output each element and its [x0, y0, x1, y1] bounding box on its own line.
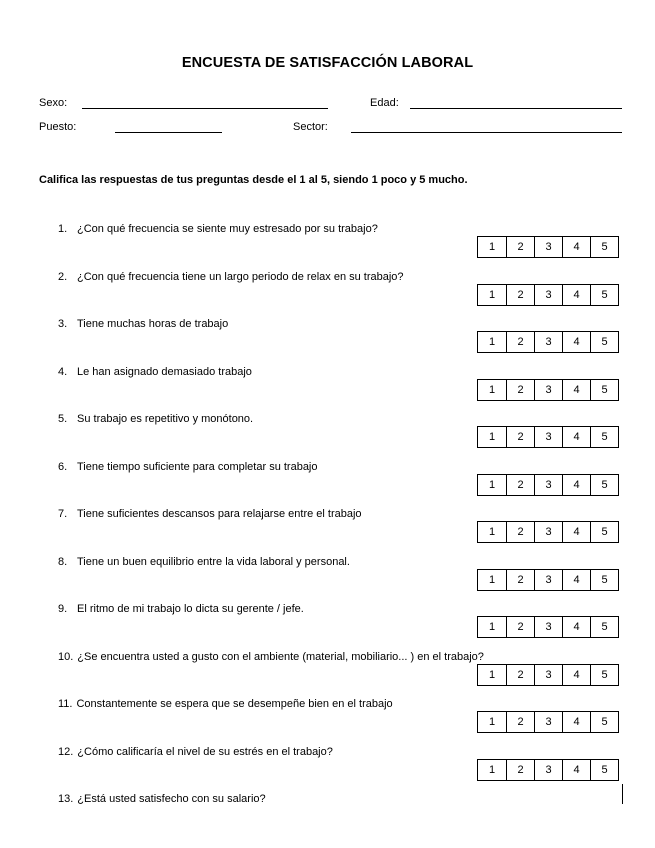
rating-option[interactable]: 5 — [590, 285, 618, 305]
rating-option[interactable]: 2 — [506, 712, 534, 732]
scale-border-fragment — [622, 784, 623, 804]
rating-option[interactable]: 5 — [590, 665, 618, 685]
rating-option[interactable]: 4 — [562, 570, 590, 590]
question-number: 4. — [58, 365, 68, 378]
rating-scale-9 — [477, 616, 619, 638]
rating-scale-12 — [477, 759, 619, 781]
rating-option[interactable]: 2 — [506, 570, 534, 590]
rating-option[interactable]: 3 — [534, 617, 562, 637]
question-1 — [58, 223, 378, 236]
rating-option[interactable]: 1 — [488, 621, 496, 633]
rating-scale-10 — [477, 664, 619, 686]
question-number: 13. — [58, 793, 74, 805]
rating-option[interactable]: 5 — [590, 427, 618, 447]
question-number: 6. — [58, 460, 68, 473]
rating-option[interactable]: 2 — [506, 522, 534, 542]
rating-option[interactable]: 4 — [562, 332, 590, 352]
rating-option[interactable]: 5 — [590, 570, 618, 590]
question-text: El ritmo de mi trabajo lo dicta su gerente / jefe. — [77, 603, 304, 615]
question-5 — [58, 413, 253, 426]
rating-option[interactable]: 2 — [506, 617, 534, 637]
question-10 — [58, 651, 484, 664]
question-text: ¿Con qué frecuencia tiene un largo periodo de relax en su trabajo? — [77, 270, 404, 283]
edad-label: Edad: — [370, 97, 399, 109]
rating-option[interactable]: 5 — [590, 617, 618, 637]
rating-scale-8 — [477, 569, 619, 591]
rating-option[interactable]: 4 — [562, 380, 590, 400]
rating-option[interactable]: 5 — [590, 380, 618, 400]
question-8 — [58, 556, 350, 569]
survey-title: ENCUESTA DE SATISFACCIÓN LABORAL — [181, 55, 474, 71]
rating-option[interactable]: 4 — [562, 427, 590, 447]
rating-option[interactable]: 1 — [488, 573, 496, 586]
rating-option[interactable]: 2 — [506, 380, 534, 400]
rating-option[interactable]: 5 — [590, 522, 618, 542]
rating-option[interactable]: 2 — [506, 332, 534, 352]
rating-option[interactable]: 5 — [590, 475, 618, 495]
question-6 — [58, 461, 318, 474]
rating-option[interactable]: 3 — [534, 237, 562, 257]
rating-option[interactable]: 3 — [534, 427, 562, 447]
question-text: ¿Con qué frecuencia se siente muy estresado por su trabajo? — [77, 223, 378, 235]
question-12 — [58, 746, 333, 759]
sector-label: Sector: — [293, 121, 328, 133]
rating-option[interactable]: 1 — [488, 526, 496, 538]
rating-option[interactable]: 3 — [534, 475, 562, 495]
rating-option[interactable]: 2 — [506, 475, 534, 495]
question-9 — [58, 603, 304, 616]
rating-option[interactable]: 1 — [488, 288, 496, 301]
rating-scale-2 — [477, 284, 619, 306]
sexo-label: Sexo: — [39, 97, 68, 109]
rating-scale-3 — [477, 331, 619, 353]
question-number: 11. — [58, 698, 73, 710]
question-number: 8. — [58, 555, 68, 568]
question-number: 2. — [58, 270, 68, 283]
edad-field[interactable] — [410, 108, 622, 109]
rating-option[interactable]: 3 — [534, 380, 562, 400]
sector-field[interactable] — [351, 132, 622, 133]
rating-option[interactable]: 4 — [562, 712, 590, 732]
rating-option[interactable]: 5 — [590, 712, 618, 732]
question-text: Tiene suficientes descansos para relajarse entre el trabajo — [77, 508, 362, 520]
rating-scale-7 — [477, 521, 619, 543]
rating-option[interactable]: 4 — [562, 522, 590, 542]
rating-option[interactable]: 4 — [562, 285, 590, 305]
rating-option[interactable]: 3 — [534, 332, 562, 352]
rating-option[interactable]: 1 — [488, 668, 496, 681]
question-3 — [58, 318, 228, 331]
question-number: 12. — [58, 745, 74, 758]
rating-option[interactable]: 1 — [488, 716, 496, 728]
question-text: Le han asignado demasiado trabajo — [77, 365, 252, 378]
rating-option[interactable]: 2 — [506, 760, 534, 780]
question-text: ¿Se encuentra usted a gusto con el ambiente (material, mobiliario... ) en el trabajo? — [77, 650, 484, 663]
rating-option[interactable]: 1 — [488, 241, 496, 253]
rating-option[interactable]: 4 — [562, 475, 590, 495]
rating-option[interactable]: 5 — [590, 237, 618, 257]
question-text: ¿Cómo calificaría el nivel de su estrés en el trabajo? — [77, 745, 333, 758]
rating-option[interactable]: 4 — [562, 617, 590, 637]
rating-option[interactable]: 3 — [534, 285, 562, 305]
rating-option[interactable]: 4 — [562, 665, 590, 685]
puesto-field[interactable] — [115, 132, 222, 133]
puesto-label: Puesto: — [39, 121, 77, 133]
rating-option[interactable]: 3 — [534, 760, 562, 780]
question-number: 10. — [58, 650, 74, 663]
rating-option[interactable]: 1 — [488, 431, 496, 443]
question-text: Tiene muchas horas de trabajo — [77, 318, 229, 330]
rating-option[interactable]: 1 — [488, 478, 496, 491]
rating-scale-1 — [477, 236, 619, 258]
rating-scale-11 — [477, 711, 619, 733]
question-text: Tiene tiempo suficiente para completar su trabajo — [77, 460, 318, 473]
rating-scale-4 — [477, 379, 619, 401]
rating-option[interactable]: 5 — [590, 332, 618, 352]
question-number: 7. — [58, 508, 68, 520]
rating-option[interactable]: 2 — [506, 665, 534, 685]
question-text: Constantemente se espera que se desempeñe bien en el trabajo — [76, 698, 393, 710]
rating-option[interactable]: 4 — [562, 237, 590, 257]
rating-option[interactable]: 3 — [534, 570, 562, 590]
rating-option[interactable]: 2 — [506, 427, 534, 447]
rating-option[interactable]: 2 — [506, 237, 534, 257]
question-text: Su trabajo es repetitivo y monótono. — [77, 413, 254, 425]
question-4 — [58, 366, 252, 379]
question-number: 5. — [58, 413, 68, 425]
question-number: 3. — [58, 318, 68, 330]
question-number: 1. — [58, 223, 68, 235]
question-text: Tiene un buen equilibrio entre la vida laboral y personal. — [77, 555, 350, 568]
rating-option[interactable]: 2 — [506, 285, 534, 305]
instructions: Califica las respuestas de tus preguntas desde el 1 al 5, siendo 1 poco y 5 mucho. — [39, 174, 468, 186]
question-number: 9. — [58, 603, 68, 615]
rating-option[interactable]: 5 — [590, 760, 618, 780]
rating-option[interactable]: 3 — [534, 522, 562, 542]
question-text: ¿Está usted satisfecho con su salario? — [77, 793, 266, 805]
sexo-field[interactable] — [82, 108, 328, 109]
rating-option[interactable]: 1 — [488, 383, 496, 396]
rating-scale-6 — [477, 474, 619, 496]
rating-option[interactable]: 3 — [534, 665, 562, 685]
question-11 — [58, 698, 393, 711]
question-2 — [58, 271, 404, 284]
question-13 — [58, 793, 266, 806]
rating-option[interactable]: 3 — [534, 712, 562, 732]
question-7 — [58, 508, 362, 521]
rating-scale-5 — [477, 426, 619, 448]
rating-option[interactable]: 1 — [488, 763, 496, 776]
rating-option[interactable]: 4 — [562, 760, 590, 780]
rating-option[interactable]: 1 — [488, 336, 496, 348]
